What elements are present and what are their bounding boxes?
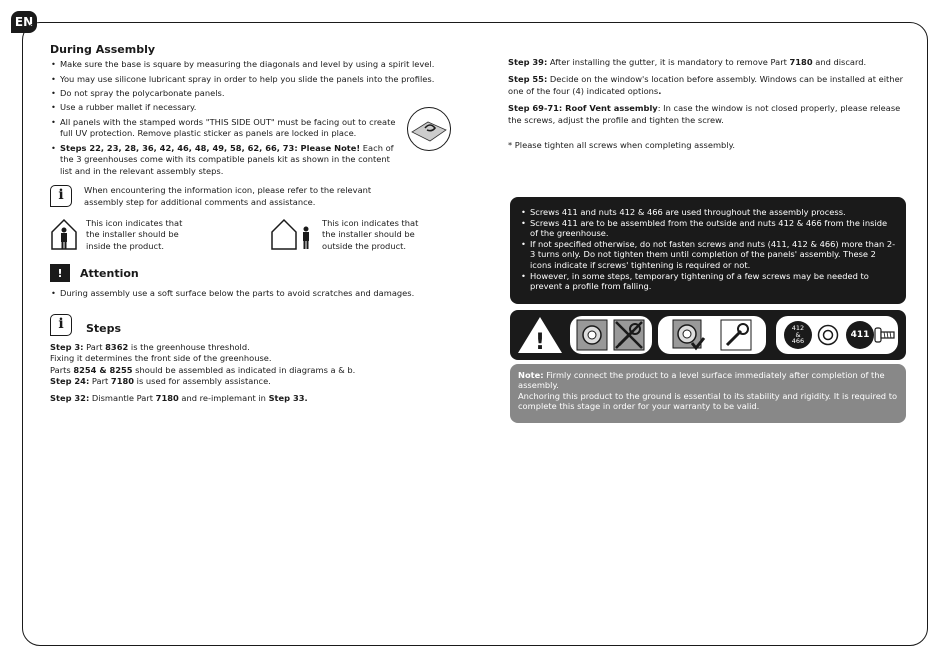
step-32-label: Step 32: [50,393,90,404]
nut-number-badge: 412 & 466 [784,321,812,349]
step-text: is the greenhouse threshold. [128,341,250,352]
list-item: • Do not spray the polycarbonate panels. [50,88,470,99]
screw-number-badge: 411 [846,321,874,349]
list-item: • Screws 411 and nuts 412 & 466 are used throughout the assembly process. [520,207,896,218]
step-text: After installing the gutter, it is mandatory to remove Part [547,57,790,67]
part-number: 7180 [789,57,813,67]
no-tighten-pill [570,316,652,354]
steps-title: Steps [86,321,122,335]
list-item: • You may use silicone lubricant spray in order to help you slide the panels into the profiles. [50,74,470,85]
nut-icon [816,323,840,347]
list-item [50,143,400,177]
step-text: should be assembled as indicated in diagrams a & b. [132,364,356,375]
steps-header [50,314,470,336]
side-out-text: All panels with the stamped words "THIS SIDE OUT" must be facing out to create full UV protection. Remove plastic sticker as panels are locked in place. [60,116,396,139]
svg-text:!: ! [534,330,546,355]
info-icon: i [50,185,72,207]
part-number: 7180 [155,393,179,404]
steps-note-bold: Steps 22, 23, 28, 36, 42, 46, 48, 49, 58, 62, 66, 73: Please Note! [60,142,361,153]
anchoring-note-box [510,364,906,423]
tightened-nut-icon [672,319,706,351]
screw-icon [874,325,896,345]
step-text: and re-implemant in [178,393,269,404]
list-item: • If not specified otherwise, do not fasten screws and nuts (411, 412 & 466) more than 2-3 turns only. Do not tighten them until completion of the panels' assembly. These 2 icons indicate if screws' tightening is required or not. [520,239,896,271]
part-number: 7180 [110,376,135,387]
step-text: Decide on the window's location before assembly. Windows can be installed at either one of the four (4) indicated options [508,74,904,96]
step-text: is used for assembly assistance. [134,376,271,387]
right-column [508,57,908,158]
step-ref: Step 33. [268,393,308,404]
wrench-icon [720,319,752,351]
inside-indicator [50,218,250,252]
note-label: Note: [518,370,544,380]
step-32-line [50,393,470,404]
step-69-label: Step 69-71: Roof Vent assembly [508,103,658,114]
language-tab: EN [11,11,37,33]
step-text: and discard. [812,57,867,67]
step-text: . [658,85,662,96]
house-icons-row [50,218,470,252]
step-3-line [50,342,470,353]
outside-text: This icon indicates that the installer should be outside the product. [322,217,419,251]
inside-house-icon [50,218,78,250]
step-39-label: Step 39: [508,57,548,67]
steps-note-text: Each of the 3 greenhouses come with its compatible panels kit as shown in the content list and in the relevant assembly steps. [60,142,394,176]
part-number: 8254 & 8255 [73,364,133,375]
attention-header [50,264,470,282]
step-24-label: Step 24: [50,376,90,387]
warning-icon: ! [50,264,70,282]
tightening-icon-strip [510,310,906,360]
step-3-label: Step 3: [50,341,84,352]
step-55-paragraph [508,74,908,97]
step-39-paragraph [508,57,908,68]
list-item: • However, in some steps, temporary tightening of a few screws may be needed to prevent a profile from falling. [520,271,896,292]
step-text: Dismantle Part [89,393,156,404]
left-column [50,42,470,405]
hardware-pill [776,316,898,354]
attention-list [50,288,470,299]
note-line-2: Anchoring this product to the ground is essential to its stability and rigidity. It is required to complete this stage in order for your warranty to be valid. [518,390,898,412]
step-3-line-2: Fixing it determines the front side of the greenhouse. [50,353,272,364]
loose-nut-icon [576,319,608,351]
info-icon: i [50,314,72,336]
warning-triangle-icon [516,315,564,355]
step-69-paragraph [508,103,908,126]
steps-block [50,342,470,405]
note-text: Firmly connect the product to a level surface immediately after completion of the assembly. [518,370,885,391]
step-text: Part [89,376,111,387]
note-line-1 [518,370,898,391]
step-3-line-3 [50,365,470,376]
during-assembly-title: During Assembly [50,43,156,56]
outside-house-icon [270,218,314,250]
inside-text: This icon indicates that the installer should be inside the product. [86,217,183,251]
step-text: Part [83,341,106,352]
info-icon-text: When encountering the information icon, please refer to the relevant assembly step for additional comments and assistance. [84,185,372,207]
tighten-pill [658,316,766,354]
outside-indicator [270,218,470,252]
list-item: • Screws 411 are to be assembled from the outside and nuts 412 & 466 from the inside of the greenhouse. [520,218,896,239]
screw-info-box [510,197,906,304]
attention-title: Attention [80,266,139,280]
no-wrench-icon [613,319,645,351]
step-text: : In case the window is not closed properly, please release the screws, adjust the profile and tighten the screw. [508,103,901,125]
list-item: • During assembly use a soft surface below the parts to avoid scratches and damages. [50,288,470,299]
tighten-note: * Please tighten all screws when completing assembly. [508,140,735,151]
list-item [50,117,400,140]
info-icon-row [50,185,470,208]
screw-info-list [520,207,896,292]
list-item: • Make sure the base is square by measuring the diagonals and level by using a spirit level. [50,59,470,70]
step-text: Parts [50,364,74,375]
step-24-line [50,376,470,387]
list-item: • Use a rubber mallet if necessary. [50,102,470,113]
part-number: 8362 [105,341,129,352]
step-55-label: Step 55: [508,74,548,85]
panel-stamp-icon [406,106,452,152]
